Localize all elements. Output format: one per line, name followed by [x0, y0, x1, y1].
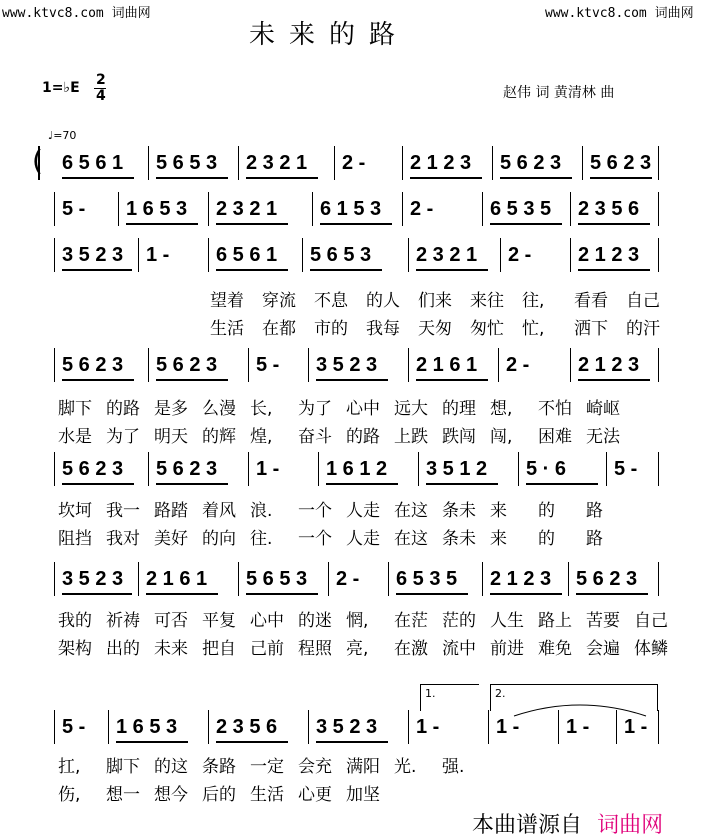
lyric-word: 阻挡: [58, 529, 92, 549]
opening-paren: (: [32, 144, 43, 177]
measure: 6 5 3 5: [490, 198, 552, 220]
lyric-word: 在都: [262, 319, 296, 339]
staff-row: [0, 566, 705, 600]
lyric-word: 心中: [346, 399, 380, 419]
lyric-word: 把自: [202, 639, 236, 659]
lyric-word: 条未: [442, 529, 476, 549]
lyric-line: [0, 286, 705, 310]
lyric-word: 看看: [574, 291, 608, 311]
beam-underline: [156, 177, 228, 179]
beam-underline: [490, 593, 562, 595]
lyric-word: 人生: [490, 611, 524, 631]
footer-brand[interactable]: 词曲网: [597, 813, 664, 838]
measure: 2 1 6 1: [416, 354, 478, 376]
lyric-word: 在这: [394, 529, 428, 549]
measure: 5 6 2 3: [62, 458, 124, 480]
footer: [472, 808, 663, 839]
beam-underline: [216, 741, 288, 743]
lyric-word: 可否: [154, 611, 188, 631]
measure: 5 -: [614, 458, 638, 480]
lyric-word: 体鳞: [634, 639, 668, 659]
volta-second-label: 2.: [495, 687, 506, 700]
beam-underline: [416, 269, 488, 271]
barline: [492, 146, 493, 180]
lyric-word: 困难: [538, 427, 572, 447]
lyric-word: 浪.: [250, 501, 273, 521]
beam-underline: [316, 379, 388, 381]
measure: 2 -: [508, 244, 532, 266]
measure: 1 -: [566, 716, 590, 738]
lyric-word: 的理: [442, 399, 476, 419]
lyric-word: 脚下: [106, 757, 140, 777]
lyric-word: 一个: [298, 529, 332, 549]
lyric-word: 茫的: [442, 611, 476, 631]
lyric-word: 程照: [298, 639, 332, 659]
lyric-word: 苦要: [586, 611, 620, 631]
beam-underline: [578, 379, 650, 381]
lyric-word: 在这: [394, 501, 428, 521]
lyric-word: 亮,: [346, 639, 369, 659]
barline: [402, 146, 403, 180]
lyric-word: 美好: [154, 529, 188, 549]
barline: [318, 452, 319, 486]
barline: [658, 192, 659, 226]
measure: 5 6 2 3: [590, 152, 652, 174]
lyric-word: 崎岖: [586, 399, 620, 419]
measure: 5 -: [62, 716, 86, 738]
measure: 6 5 6 1: [216, 244, 278, 266]
key-signature: 1=♭E: [42, 80, 80, 96]
lyric-word: 人走: [346, 501, 380, 521]
lyric-word: 的迷: [298, 611, 332, 631]
lyric-word: 我的: [58, 611, 92, 631]
barline: [408, 348, 409, 382]
lyric-word: 往.: [250, 529, 273, 549]
barline: [658, 562, 659, 596]
barline: [54, 452, 55, 486]
lyric-word: 不怕: [538, 399, 572, 419]
lyric-word: 想,: [490, 399, 513, 419]
staff-row: [0, 352, 705, 386]
lyric-word: 来: [490, 529, 507, 549]
measure: 2 1 6 1: [146, 568, 208, 590]
lyric-line: [0, 314, 705, 338]
lyric-word: 匆忙: [470, 319, 504, 339]
barline: [148, 146, 149, 180]
watermark-right: www.ktvc8.com 词曲网: [545, 6, 694, 21]
measure: 1 6 1 2: [326, 458, 388, 480]
lyric-word: 坎坷: [58, 501, 92, 521]
staff-row: [0, 196, 705, 230]
measure: 5 6 2 3: [156, 458, 218, 480]
lyric-word: 扛,: [58, 757, 81, 777]
time-sig-bottom: 4: [96, 88, 106, 104]
song-title: 未来的路: [249, 20, 410, 50]
lyric-word: 着风: [202, 501, 236, 521]
lyric-word: 在激: [394, 639, 428, 659]
barline: [108, 710, 109, 744]
barline: [148, 452, 149, 486]
lyric-word: 满阳: [346, 757, 380, 777]
lyric-word: 不息: [314, 291, 348, 311]
lyric-word: 伤,: [58, 785, 81, 805]
measure: 5 6 2 3: [156, 354, 218, 376]
watermark-left: www.ktvc8.com 词曲网: [2, 6, 151, 21]
beam-underline: [62, 483, 134, 485]
lyric-word: 会充: [298, 757, 332, 777]
lyric-word: 我对: [106, 529, 140, 549]
beam-underline: [246, 593, 318, 595]
lyric-word: 的汗: [626, 319, 660, 339]
lyric-word: 的路: [346, 427, 380, 447]
barline: [408, 710, 409, 744]
lyric-word: 条路: [202, 757, 236, 777]
barline: [482, 192, 483, 226]
lyric-word: 为了: [298, 399, 332, 419]
measure: 5 -: [62, 198, 86, 220]
barline: [500, 238, 501, 272]
lyric-word: 条未: [442, 501, 476, 521]
beam-underline: [310, 269, 382, 271]
beam-underline: [156, 483, 228, 485]
lyric-word: 我每: [366, 319, 400, 339]
lyric-word: 未来: [154, 639, 188, 659]
measure: 3 5 1 2: [426, 458, 488, 480]
barline: [248, 348, 249, 382]
barline: [302, 238, 303, 272]
lyric-word: 么漫: [202, 399, 236, 419]
lyric-word: 的向: [202, 529, 236, 549]
barline: [658, 348, 659, 382]
lyric-line: [0, 752, 705, 776]
barline: [334, 146, 335, 180]
beam-underline: [216, 223, 288, 225]
barline: [148, 348, 149, 382]
measure: 3 5 2 3: [316, 354, 378, 376]
measure: 2 1 2 3: [410, 152, 472, 174]
lyric-word: 市的: [314, 319, 348, 339]
measure: 1 -: [496, 716, 520, 738]
lyric-word: 路: [586, 529, 603, 549]
barline: [418, 452, 419, 486]
beam-underline: [116, 741, 188, 743]
lyric-word: 流中: [442, 639, 476, 659]
lyric-word: 奋斗: [298, 427, 332, 447]
measure: 2 3 2 1: [416, 244, 478, 266]
barline: [488, 710, 489, 744]
lyric-word: 的: [538, 501, 555, 521]
lyric-word: 加坚: [346, 785, 380, 805]
measure: 6 5 3 5: [396, 568, 458, 590]
lyric-word: 己前: [250, 639, 284, 659]
lyric-line: [0, 422, 705, 446]
lyric-word: 是多: [154, 399, 188, 419]
measure: 5 6 5 3: [156, 152, 218, 174]
lyric-line: [0, 394, 705, 418]
measure: 2 -: [342, 152, 366, 174]
measure: 5 6 2 3: [576, 568, 638, 590]
lyric-word: 路: [586, 501, 603, 521]
lyric-word: 后的: [202, 785, 236, 805]
measure: 5 · 6: [526, 458, 567, 480]
lyric-line: [0, 524, 705, 548]
lyric-word: 穿流: [262, 291, 296, 311]
measure: 2 3 2 1: [216, 198, 278, 220]
barline: [482, 562, 483, 596]
barline: [312, 192, 313, 226]
measure: 6 5 6 1: [62, 152, 124, 174]
lyric-word: 出的: [106, 639, 140, 659]
staff-row: [0, 150, 705, 184]
beam-underline: [576, 593, 648, 595]
measure: 5 6 5 3: [246, 568, 308, 590]
barline: [568, 562, 569, 596]
beam-underline: [416, 379, 488, 381]
lyric-word: 的人: [366, 291, 400, 311]
barline: [328, 562, 329, 596]
barline: [208, 238, 209, 272]
lyric-word: 洒下: [574, 319, 608, 339]
tie-arc: [510, 700, 650, 718]
lyric-word: 天匆: [418, 319, 452, 339]
measure: 2 1 2 3: [578, 244, 640, 266]
measure: 2 3 5 6: [216, 716, 278, 738]
measure: 2 -: [336, 568, 360, 590]
lyric-word: 在茫: [394, 611, 428, 631]
lyric-word: 生活: [210, 319, 244, 339]
lyric-word: 平复: [202, 611, 236, 631]
barline: [570, 192, 571, 226]
credits: 赵伟 词 黄清林 曲: [503, 85, 615, 101]
staff-row: [0, 714, 705, 748]
lyric-word: 惘,: [346, 611, 369, 631]
lyric-word: 无法: [586, 427, 620, 447]
beam-underline: [126, 223, 198, 225]
barline: [402, 192, 403, 226]
measure: 1 -: [256, 458, 280, 480]
barline: [54, 238, 55, 272]
lyric-word: 人走: [346, 529, 380, 549]
measure: 2 -: [410, 198, 434, 220]
lyric-word: 的这: [154, 757, 188, 777]
lyric-word: 为了: [106, 427, 140, 447]
measure: 6 1 5 3: [320, 198, 382, 220]
barline: [138, 238, 139, 272]
lyric-word: 路踏: [154, 501, 188, 521]
lyric-word: 祈祷: [106, 611, 140, 631]
beam-underline: [410, 177, 482, 179]
beam-underline: [326, 483, 398, 485]
time-sig-top: 2: [96, 72, 106, 88]
beam-underline: [578, 269, 650, 271]
barline: [54, 192, 55, 226]
lyric-word: 的路: [106, 399, 140, 419]
barline: [208, 710, 209, 744]
lyric-word: 一定: [250, 757, 284, 777]
beam-underline: [156, 379, 228, 381]
beam-underline: [146, 593, 218, 595]
measure: 2 3 5 6: [578, 198, 640, 220]
measure: 5 6 5 3: [310, 244, 372, 266]
measure: 5 6 2 3: [500, 152, 562, 174]
lyric-word: 前进: [490, 639, 524, 659]
barline: [54, 562, 55, 596]
measure: 2 1 2 3: [578, 354, 640, 376]
lyric-word: 们来: [418, 291, 452, 311]
lyric-word: 忙,: [522, 319, 545, 339]
barline: [658, 238, 659, 272]
volta-first: [420, 684, 479, 711]
lyric-word: 跌闯: [442, 427, 476, 447]
barline: [606, 452, 607, 486]
lyric-word: 明天: [154, 427, 188, 447]
barline: [238, 146, 239, 180]
lyric-line: [0, 780, 705, 804]
beam-underline: [590, 177, 652, 179]
barline: [388, 562, 389, 596]
lyric-word: 望着: [210, 291, 244, 311]
barline: [238, 562, 239, 596]
beam-underline: [216, 269, 288, 271]
barline: [308, 710, 309, 744]
barline: [658, 452, 659, 486]
measure: 2 1 2 3: [490, 568, 552, 590]
barline: [658, 146, 659, 180]
measure: 1 6 5 3: [116, 716, 178, 738]
beam-underline: [500, 177, 572, 179]
beam-underline: [62, 177, 134, 179]
footer-prefix: 本曲谱源自: [472, 813, 583, 838]
beam-underline: [426, 483, 498, 485]
tempo-mark: ♩=70: [48, 129, 77, 142]
lyric-word: 会遍: [586, 639, 620, 659]
beam-underline: [62, 269, 132, 271]
lyric-word: 远大: [394, 399, 428, 419]
measure: 3 5 2 3: [62, 244, 124, 266]
beam-underline: [490, 223, 562, 225]
barline: [408, 238, 409, 272]
volta-first-label: 1.: [425, 687, 436, 700]
barline: [118, 192, 119, 226]
lyric-line: [0, 496, 705, 520]
barline: [54, 710, 55, 744]
lyric-word: 水是: [58, 427, 92, 447]
measure: 1 -: [146, 244, 170, 266]
measure: 2 -: [506, 354, 530, 376]
measure: 1 6 5 3: [126, 198, 188, 220]
lyric-word: 长,: [250, 399, 273, 419]
barline: [208, 192, 209, 226]
beam-underline: [320, 223, 392, 225]
barline: [570, 348, 571, 382]
barline: [138, 562, 139, 596]
lyric-word: 煌,: [250, 427, 273, 447]
barline: [570, 238, 571, 272]
lyric-word: 心中: [250, 611, 284, 631]
beam-underline: [62, 593, 132, 595]
lyric-word: 自己: [634, 611, 668, 631]
measure: 3 5 2 3: [62, 568, 124, 590]
beam-underline: [526, 483, 598, 485]
barline: [518, 452, 519, 486]
barline: [308, 348, 309, 382]
lyric-word: 闯,: [490, 427, 513, 447]
measure: 1 -: [624, 716, 648, 738]
barline: [658, 710, 659, 744]
lyric-word: 的辉: [202, 427, 236, 447]
lyric-word: 我一: [106, 501, 140, 521]
barline: [498, 348, 499, 382]
measure: 3 5 2 3: [316, 716, 378, 738]
lyric-word: 生活: [250, 785, 284, 805]
lyric-word: 上跌: [394, 427, 428, 447]
lyric-word: 脚下: [58, 399, 92, 419]
lyric-word: 光.: [394, 757, 417, 777]
lyric-word: 难免: [538, 639, 572, 659]
lyric-word: 的: [538, 529, 555, 549]
measure: 1 -: [416, 716, 440, 738]
lyric-word: 想一: [106, 785, 140, 805]
lyric-line: [0, 606, 705, 630]
barline: [54, 348, 55, 382]
lyric-word: 往,: [522, 291, 545, 311]
beam-underline: [62, 379, 134, 381]
staff-row: [0, 456, 705, 490]
lyric-word: 路上: [538, 611, 572, 631]
lyric-word: 架构: [58, 639, 92, 659]
barline: [248, 452, 249, 486]
lyric-word: 来: [490, 501, 507, 521]
beam-underline: [316, 741, 388, 743]
beam-underline: [246, 177, 318, 179]
lyric-word: 心更: [298, 785, 332, 805]
lyric-word: 一个: [298, 501, 332, 521]
lyric-line: [0, 634, 705, 658]
measure: 5 -: [256, 354, 280, 376]
beam-underline: [396, 593, 468, 595]
lyric-word: 自己: [626, 291, 660, 311]
lyric-word: 来往: [470, 291, 504, 311]
measure: 2 3 2 1: [246, 152, 308, 174]
lyric-word: 强.: [442, 757, 465, 777]
staff-row: [0, 242, 705, 276]
barline: [582, 146, 583, 180]
measure: 5 6 2 3: [62, 354, 124, 376]
beam-underline: [578, 223, 650, 225]
lyric-word: 想今: [154, 785, 188, 805]
